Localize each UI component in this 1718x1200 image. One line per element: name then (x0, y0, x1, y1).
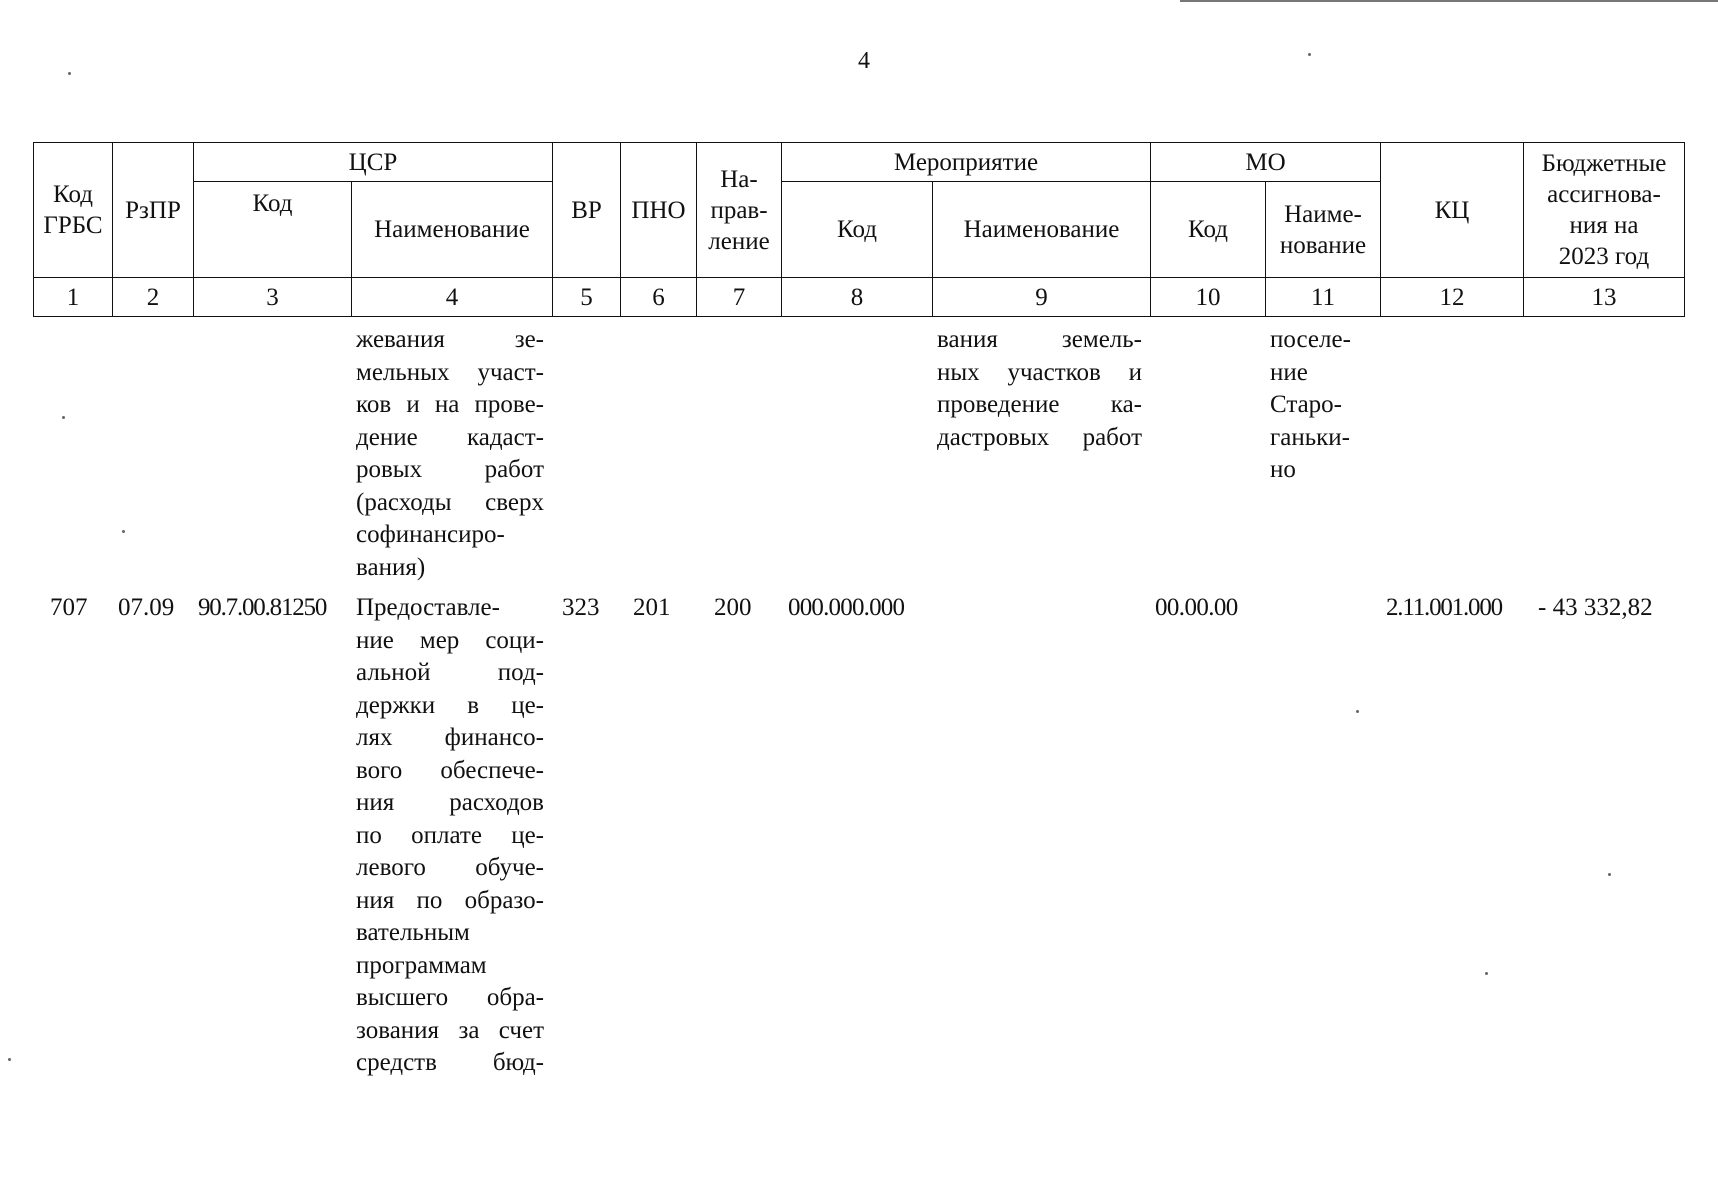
row-mo-kod: 00.00.00 (1155, 594, 1238, 621)
header-mo-kod: Код (1151, 182, 1266, 278)
header-napravlenie: На- прав- ление (697, 143, 782, 278)
header-budget: Бюджетные ассигнова- ния на 2023 год (1524, 143, 1685, 278)
page-number: 4 (858, 48, 870, 74)
continued-mo-name: поселе- ние Старо- ганьки- но (1270, 326, 1351, 483)
column-number: 4 (352, 278, 553, 317)
column-number: 7 (697, 278, 782, 317)
header-rzpr: РзПР (113, 143, 194, 278)
scan-speck (62, 416, 65, 419)
row-kc: 2.11.001.000 (1386, 594, 1502, 621)
header-meropr-name: Наименование (933, 182, 1151, 278)
header-meropriyatie: Мероприятие (782, 143, 1151, 182)
column-number: 13 (1524, 278, 1685, 317)
header-meropr-kod: Код (782, 182, 933, 278)
continued-meropr-name: вания земель- ных участков и проведение ка- дастровых работ (937, 326, 1142, 451)
scan-speck (8, 1058, 11, 1061)
top-edge-line (1180, 0, 1718, 2)
scan-speck (122, 530, 125, 533)
header-vr: ВР (553, 143, 621, 278)
column-number: 6 (621, 278, 697, 317)
header-kc: КЦ (1381, 143, 1524, 278)
column-number: 2 (113, 278, 194, 317)
column-number: 12 (1381, 278, 1524, 317)
row-napravlenie: 200 (714, 594, 752, 621)
header-mo: МО (1151, 143, 1381, 182)
row-vr: 323 (562, 594, 600, 621)
column-number: 10 (1151, 278, 1266, 317)
row-csr-kod: 90.7.00.81250 (198, 594, 327, 621)
header-csr-kod: Код (194, 182, 352, 278)
scan-speck (68, 72, 71, 75)
row-rzpr: 07.09 (118, 594, 175, 621)
header-csr-name: Наименование (352, 182, 553, 278)
header-table (33, 142, 1685, 317)
column-number: 9 (933, 278, 1151, 317)
column-number: 3 (194, 278, 352, 317)
row-budget: - 43 332,82 (1538, 594, 1653, 621)
scan-speck (1308, 53, 1311, 56)
column-number: 1 (34, 278, 113, 317)
column-number-row (34, 278, 1685, 317)
row-kod-grbs: 707 (50, 594, 88, 621)
row-csr-name: Предоставле- ние мер соци- альной под- держки в це- лях финансо- вого обеспече- ния расходов по оплате це- левого обуче- ния по образо- вательным программам высшего обра- зования за счет средств бюд- (356, 594, 544, 1076)
header-pno: ПНО (621, 143, 697, 278)
scan-speck (1485, 972, 1488, 975)
column-number: 5 (553, 278, 621, 317)
header-kod-grbs: Код ГРБС (34, 143, 113, 278)
row-pno: 201 (633, 594, 671, 621)
header-mo-name: Наиме- нование (1266, 182, 1381, 278)
column-number: 8 (782, 278, 933, 317)
scan-speck (1608, 873, 1611, 876)
column-number: 11 (1266, 278, 1381, 317)
scan-speck (1356, 710, 1359, 713)
row-meropr-kod: 000.000.000 (788, 594, 905, 621)
continued-csr-name: жевания зе- мельных участ- ков и на прове- дение кадаст- ровых работ (расходы сверх софинансиро- вания) (356, 326, 544, 581)
header-csr: ЦСР (194, 143, 553, 182)
